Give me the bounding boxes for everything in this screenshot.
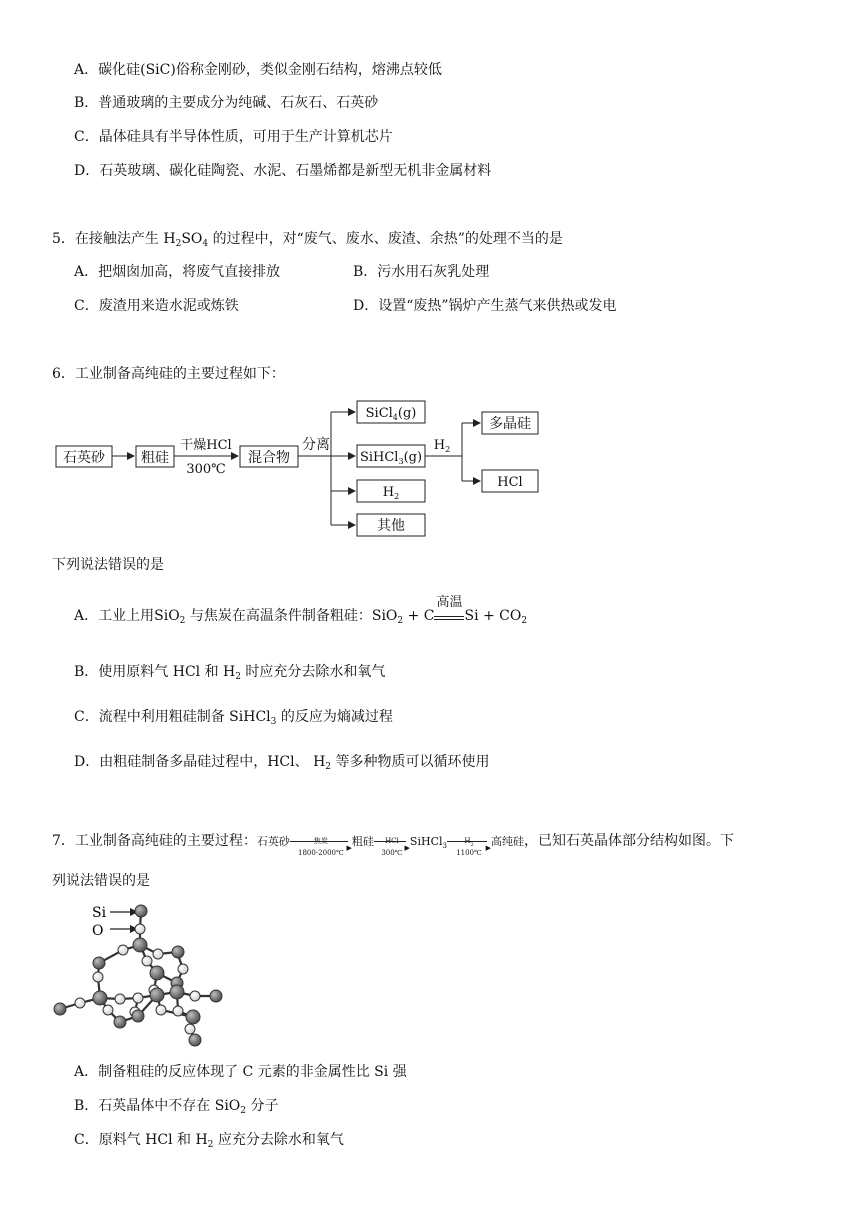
o-atom bbox=[153, 949, 163, 959]
si-atom bbox=[172, 946, 184, 958]
quartz-sand-label: 石英砂 bbox=[63, 450, 105, 466]
q6-stem: 6．工业制备高纯硅的主要过程如下： bbox=[52, 366, 285, 382]
h2-label: $H_2$ bbox=[382, 485, 400, 501]
o-atom bbox=[190, 991, 200, 1001]
legend-si-label: Si bbox=[92, 905, 107, 921]
q7-stem-line2: 列说法错误的是 bbox=[52, 873, 150, 889]
si-atom bbox=[210, 990, 222, 1002]
q6-lead: 下列说法错误的是 bbox=[52, 557, 164, 573]
o-atom bbox=[185, 1024, 195, 1034]
mixture-label: 混合物 bbox=[248, 450, 290, 466]
si-atom bbox=[135, 905, 147, 917]
q6-flow-diagram bbox=[50, 398, 550, 544]
crude-si-label: 粗硅 bbox=[141, 450, 169, 466]
si-atom bbox=[150, 988, 164, 1002]
q6-option-d: D．由粗硅制备多晶硅过程中，HCl、 $H_2$ 等多种物质可以循环使用 bbox=[74, 754, 490, 772]
si-atom bbox=[132, 1010, 144, 1022]
o-atom bbox=[133, 993, 143, 1003]
q7-stem-line1: 7．工业制备高纯硅的主要过程：石英砂 焦炭 ▶ 1800-2000℃ 粗硅 HCl ▶ 300℃ SiHCl$_3$ $H_2$ ▶ 1100℃ 高纯硅，已知石英晶体部分结构如图。下 bbox=[52, 833, 734, 857]
sihcl3-label: SiHCl$_3$(g) bbox=[359, 450, 423, 466]
q4-option-c: C．晶体硅具有半导体性质，可用于生产计算机芯片 bbox=[74, 129, 393, 145]
q6-option-b: B．使用原料气 HCl 和 $H_2$ 时应充分去除水和氧气 bbox=[74, 664, 386, 682]
o-atom bbox=[118, 945, 128, 955]
condition-bottom: 300℃ bbox=[186, 462, 226, 477]
q6-option-c: C．流程中利用粗硅制备 SiHCl$_3$ 的反应为熵减过程 bbox=[74, 709, 393, 727]
si-atom bbox=[93, 957, 105, 969]
q7-option-c: C．原料气 HCl 和 $H_2$ 应充分去除水和氧气 bbox=[74, 1132, 344, 1150]
h2-arrow-label: $H_2$ bbox=[433, 438, 451, 454]
q5-option-d: D．设置“废热”锅炉产生蒸气来供热或发电 bbox=[353, 298, 617, 314]
o-atom bbox=[173, 1006, 183, 1016]
si-atom bbox=[189, 1034, 201, 1046]
condition-top: 干燥HCl bbox=[180, 438, 232, 453]
q5-option-a: A．把烟囱加高，将废气直接排放 bbox=[74, 264, 281, 280]
q4-option-a: A．碳化硅(SiC)俗称金刚砂，类似金刚石结构，熔沸点较低 bbox=[74, 62, 442, 78]
q7-option-b: B．石英晶体中不存在 SiO$_2$ 分子 bbox=[74, 1098, 279, 1116]
si-atom bbox=[114, 1016, 126, 1028]
si-atom bbox=[170, 985, 184, 999]
o-atom bbox=[156, 1005, 166, 1015]
q6-option-a: A．工业上用SiO$_2$ 与焦炭在高温条件制备粗硅：SiO$_2$ + C 高温 $Si + CO_2$ bbox=[74, 595, 528, 626]
o-atom bbox=[178, 964, 188, 974]
hcl-label: HCl bbox=[497, 475, 523, 490]
si-atom bbox=[133, 938, 147, 952]
other-label: 其他 bbox=[377, 518, 405, 534]
si-atom bbox=[54, 1003, 66, 1015]
o-atom bbox=[103, 1005, 113, 1015]
q5-option-b: B．污水用石灰乳处理 bbox=[353, 264, 490, 280]
q5-stem: 5．在接触法产生 $H_2SO_4$ 的过程中，对“废气、废水、废渣、余热”的处理不当的是 bbox=[52, 231, 563, 249]
q4-option-b: B．普通玻璃的主要成分为纯碱、石灰石、石英砂 bbox=[74, 95, 379, 111]
o-atom bbox=[135, 924, 145, 934]
o-atom bbox=[142, 956, 152, 966]
poly-si-label: 多晶硅 bbox=[489, 416, 531, 432]
q4-option-d: D．石英玻璃、碳化硅陶瓷、水泥、石墨烯都是新型无机非金属材料 bbox=[74, 163, 492, 179]
sicl4-label: SiCl$_4$(g) bbox=[365, 406, 417, 422]
o-atom bbox=[115, 994, 125, 1004]
o-atom bbox=[75, 998, 85, 1008]
q5-option-c: C．废渣用来造水泥或炼铁 bbox=[74, 298, 239, 314]
si-atom bbox=[93, 991, 107, 1005]
legend-o-label: O bbox=[92, 923, 104, 939]
separate-label: 分离 bbox=[302, 437, 330, 453]
si-atom bbox=[150, 966, 164, 980]
o-atom bbox=[93, 972, 103, 982]
quartz-crystal-structure bbox=[50, 898, 230, 1050]
q7-option-a: A．制备粗硅的反应体现了 C 元素的非金属性比 Si 强 bbox=[74, 1064, 407, 1080]
si-atom bbox=[186, 1010, 200, 1024]
